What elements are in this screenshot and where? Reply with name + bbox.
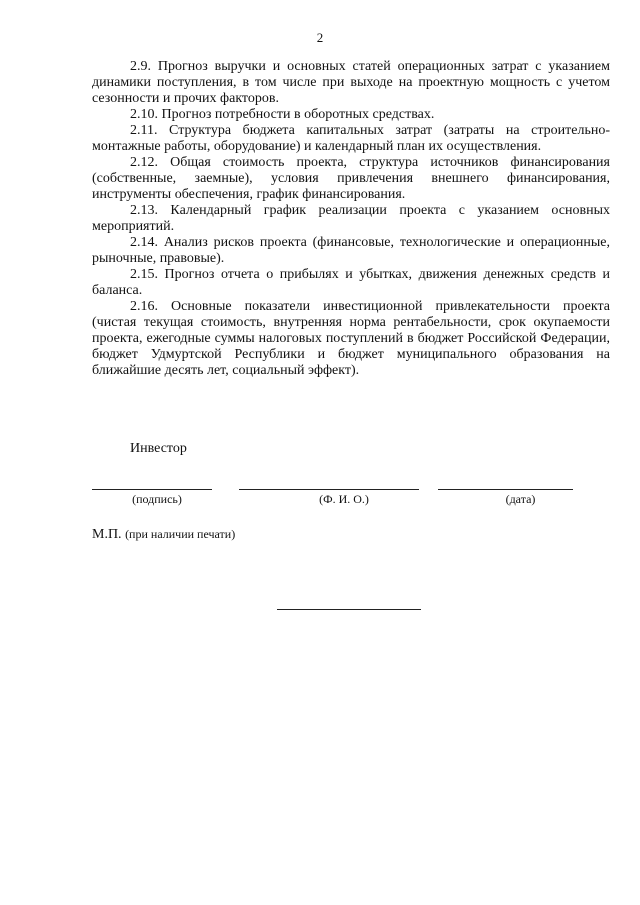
- list-item: 2.12. Общая стоимость проекта, структура источников финансирования (собственные, заемные), условия привлечения внешнего финансирования, инструменты обеспечения, график финансирования.: [92, 155, 610, 202]
- name-line: [239, 489, 419, 490]
- document-body: [92, 59, 610, 379]
- list-item: 2.10. Прогноз потребности в оборотных средствах.: [130, 107, 435, 122]
- stamp-placeholder: [92, 527, 235, 543]
- name-caption: (Ф. И. О.): [319, 492, 369, 506]
- stamp-label: М.П.: [92, 527, 122, 542]
- signature-caption: (подпись): [132, 492, 182, 506]
- investor-label: Инвестор: [130, 441, 187, 456]
- list-item: 2.16. Основные показатели инвестиционной привлекательности проекта (чистая текущая стоимость, внутренняя норма рентабельности, срок окупаемости проекта, ежегодные суммы налоговых поступлений в бюджет Российской Федерации, бюджет Удмуртской Республики и бюджет муниципального образования на ближайшие десять лет, социальный эффект).: [92, 299, 610, 378]
- list-item: 2.15. Прогноз отчета о прибылях и убытках, движения денежных средств и баланса.: [92, 267, 610, 298]
- list-item: 2.11. Структура бюджета капитальных затрат (затраты на строительно-монтажные работы, оборудование) и календарный план их осуществления.: [92, 123, 610, 154]
- signature-line: [92, 489, 212, 490]
- stamp-note: (при наличии печати): [125, 527, 236, 541]
- date-caption: (дата): [505, 492, 536, 506]
- list-item: 2.14. Анализ рисков проекта (финансовые, технологические и операционные, рыночные, правовые).: [92, 235, 610, 266]
- list-item: 2.9. Прогноз выручки и основных статей операционных затрат с указанием динамики поступления, в том числе при выходе на проектную мощность с учетом сезонности и прочих факторов.: [92, 59, 610, 106]
- list-item: 2.13. Календарный график реализации проекта с указанием основных мероприятий.: [92, 203, 610, 234]
- page-number: 2: [316, 30, 324, 45]
- date-line: [438, 489, 573, 490]
- end-rule: [277, 609, 421, 610]
